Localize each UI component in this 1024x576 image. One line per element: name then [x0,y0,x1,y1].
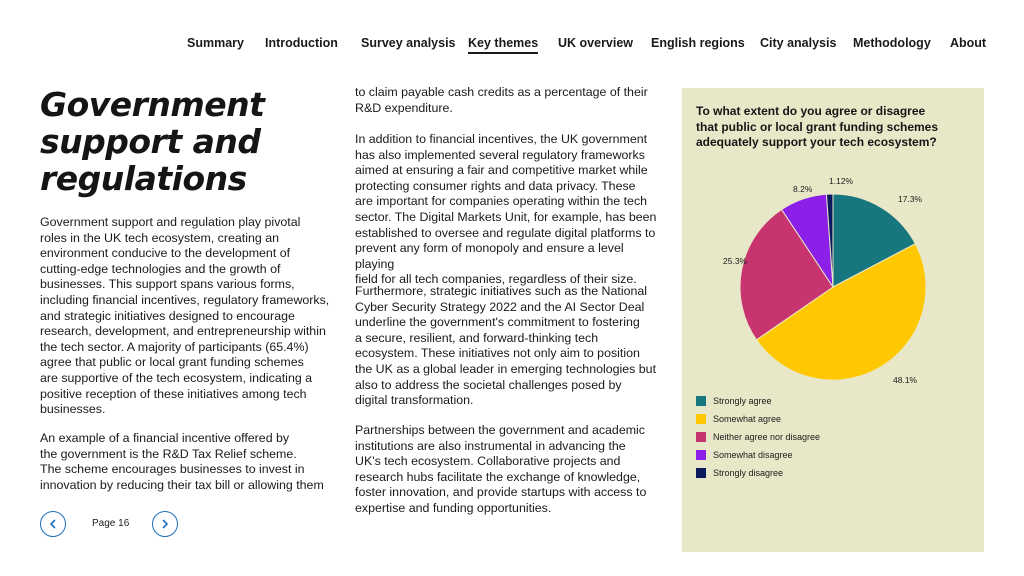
text-line: are supportive of the tech ecosystem, indicating a [40,370,313,385]
next-page-button[interactable] [152,511,178,537]
text-line: An example of a financial incentive offered by [40,431,290,445]
text-line: R&D expenditure. [355,100,453,115]
nav-survey-analysis[interactable]: Survey analysis [361,36,456,50]
legend-label: Somewhat disagree [713,450,793,460]
text-line: Cyber Security Strategy 2022 and the AI Sector Deal [355,299,645,314]
legend-label: Somewhat agree [713,414,782,424]
legend-swatch [696,414,706,424]
legend-item-strongly-agree [696,392,820,410]
page-title-line: Government [40,85,265,124]
text-line: also to address the societal challenges posed by [355,377,622,392]
text-line: innovation by reducing their tax bill or allowing them [40,477,324,492]
nav-about[interactable]: About [950,36,987,50]
chevron-right-icon [160,519,170,529]
pie-label-strongly-disagree: 1.12% [829,176,854,186]
text-line: has also implemented several regulatory frameworks [355,147,645,162]
page-title [40,86,340,197]
text-line: businesses. This support spans various forms, [40,277,295,292]
nav-summary[interactable]: Summary [187,36,244,50]
text-line: Furthermore, strategic initiatives such as the National [355,284,647,298]
text-line: ecosystem. These initiatives not only aim to position [355,346,640,361]
text-line: to claim payable cash credits as a percentage of their [355,85,648,99]
text-line: agree that public or local grant funding schemes [40,355,304,370]
text-line: research hubs facilitate the exchange of knowledge, [355,469,641,484]
text-line: UK's tech ecosystem. Collaborative projects and [355,454,621,469]
text-line: aimed at ensuring a fair and competitive market while [355,163,648,178]
payable-credits-paragraph [355,85,660,116]
page-title-line: support and [40,122,261,161]
nav-uk-overview[interactable]: UK overview [558,36,634,50]
legend-item-strongly-disagree [696,464,820,482]
strategic-initiatives-paragraph [355,284,660,409]
nav-key-themes[interactable]: Key themes [468,36,538,54]
text-line: a secure, resilient, and forward-thinking tech [355,330,599,345]
text-line: and strategic initiatives designed to encourage [40,308,295,323]
nav-english-regions[interactable]: English regions [651,36,745,50]
pie-label-somewhat-disagree: 8.2% [793,184,813,194]
nav-introduction[interactable]: Introduction [265,36,338,50]
chart-legend [696,392,820,482]
text-line: the UK as a global leader in emerging technologies but [355,361,657,376]
pie-chart [682,88,984,388]
pie-label-neither: 25.3% [723,256,748,266]
nav-city-analysis[interactable]: City analysis [760,36,837,50]
text-line: including financial incentives, regulatory frameworks, [40,292,330,307]
chart-title-line: To what extent do you agree or disagree [696,104,926,118]
text-line: research, development, and entrepreneurship within [40,324,326,339]
legend-swatch [696,468,706,478]
text-line: prevent any form of monopoly and ensure a level playing [355,241,624,271]
text-line: expertise and funding opportunities. [355,500,552,515]
nav-methodology[interactable]: Methodology [853,36,931,50]
text-line: businesses. [40,402,106,417]
partnerships-paragraph [355,423,660,517]
top-navigation [180,36,987,56]
text-line: underline the government's commitment to fostering [355,315,640,330]
text-line: Government support and regulation play pivotal [40,215,301,229]
text-line: environment conducive to the development of [40,246,291,261]
previous-page-button[interactable] [40,511,66,537]
chart-title-line: adequately support your tech ecosystem? [696,135,937,150]
text-line: the tech sector. A majority of participants (65.4%) [40,339,309,354]
survey-chart-panel [682,88,984,552]
pie-label-somewhat-agree: 48.1% [893,375,918,385]
text-line: established to oversee and regulate digital platforms to [355,225,656,240]
legend-swatch [696,450,706,460]
legend-label: Strongly disagree [713,468,784,478]
text-line: In addition to financial incentives, the UK government [355,132,648,146]
text-line: are important for companies operating within the tech [355,194,648,209]
text-line: institutions are also instrumental in advancing the [355,438,626,453]
page-number: Page 16 [92,518,130,529]
pie-label-strongly-agree: 17.3% [898,194,923,204]
legend-item-somewhat-disagree [696,446,820,464]
page-title-line: regulations [40,159,247,198]
legend-item-neither [696,428,820,446]
chevron-left-icon [48,519,58,529]
text-line: sector. The Digital Markets Unit, for example, has been [355,209,657,224]
text-line: foster innovation, and provide startups with access to [355,485,647,500]
text-line: positive reception of these initiatives among tech [40,386,307,401]
legend-swatch [696,396,706,406]
text-line: roles in the UK tech ecosystem, creating an [40,230,279,245]
regulatory-paragraph [355,132,660,288]
text-line: Partnerships between the government and academic [355,423,645,437]
text-line: the government is the R&D Tax Relief scheme. [40,446,297,461]
tax-relief-paragraph [40,431,340,493]
chart-title-line: that public or local grant funding schemes [696,119,939,134]
text-line: digital transformation. [355,393,474,408]
text-line: field for all tech companies, regardless of their size. [355,272,637,287]
legend-label: Neither agree nor disagree [713,432,821,442]
text-line: The scheme encourages businesses to invest in [40,462,305,477]
text-line: protecting consumer rights and data privacy. These [355,178,636,193]
legend-swatch [696,432,706,442]
legend-item-somewhat-agree [696,410,820,428]
intro-paragraph [40,215,340,418]
legend-label: Strongly agree [713,396,772,406]
text-line: cutting-edge technologies and the growth of [40,261,281,276]
